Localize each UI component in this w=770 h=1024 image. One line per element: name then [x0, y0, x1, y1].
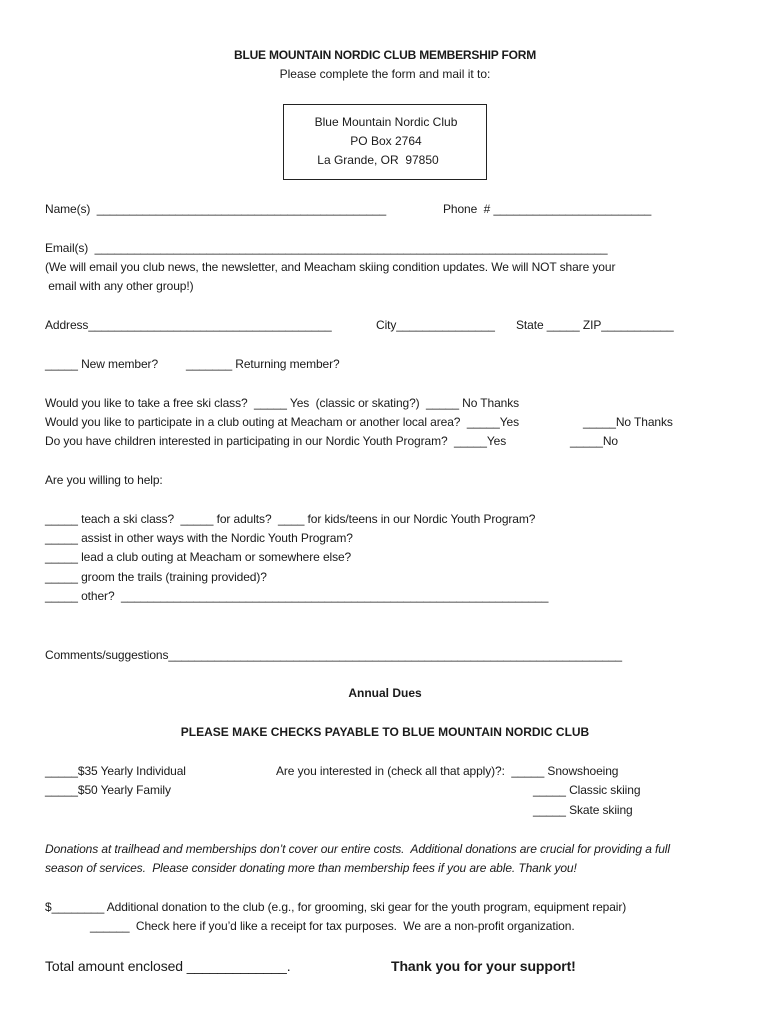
help-item-assist[interactable]: _____ assist in other ways with the Nordic Youth Program? [45, 531, 353, 545]
phone-field[interactable]: Phone # ________________________ [443, 202, 652, 216]
donation-note-line1: Donations at trailhead and memberships don’t cover our entire costs. Additional donations are crucial for providing a full [45, 842, 670, 856]
help-item-lead[interactable]: _____ lead a club outing at Meacham or somewhere else? [45, 550, 352, 564]
outing-question[interactable]: Would you like to participate in a club outing at Meacham or another local area? _____Yes [45, 415, 519, 429]
city-field[interactable]: City_______________ [376, 318, 495, 332]
address-line-pobox: PO Box 2764 [350, 134, 422, 148]
checks-payable-notice: PLEASE MAKE CHECKS PAYABLE TO BLUE MOUNTAIN NORDIC CLUB [180, 725, 590, 739]
outing-no-option[interactable]: _____No Thanks [583, 415, 673, 429]
state-zip-field[interactable]: State _____ ZIP___________ [516, 318, 674, 332]
youth-no-option[interactable]: _____No [570, 434, 619, 448]
names-field[interactable]: Name(s) ____________________________________________ [45, 202, 387, 216]
help-heading: Are you willing to help: [45, 473, 163, 487]
thank-you-message: Thank you for your support! [391, 958, 576, 974]
total-amount-field[interactable]: Total amount enclosed _____________. [45, 958, 291, 974]
help-item-groom[interactable]: _____ groom the trails (training provided)? [45, 570, 267, 584]
donation-note-line2: season of services. Please consider donating more than membership fees if you are able. Thank you! [45, 861, 577, 875]
address-line-name: Blue Mountain Nordic Club [314, 115, 458, 129]
annual-dues-heading: Annual Dues [348, 686, 422, 700]
address-field[interactable]: Address_____________________________________ [45, 318, 332, 332]
help-item-teach[interactable]: _____ teach a ski class? _____ for adults? ____ for kids/teens in our Nordic Youth Program? [45, 512, 536, 526]
interest-snowshoeing[interactable]: Are you interested in (check all that apply)?: _____ Snowshoeing [276, 764, 619, 778]
new-member-checkbox[interactable]: _____ New member? [45, 357, 159, 371]
mail-instruction: Please complete the form and mail it to: [279, 67, 491, 81]
individual-dues-option[interactable]: _____$35 Yearly Individual [45, 764, 186, 778]
youth-program-question[interactable]: Do you have children interested in participating in our Nordic Youth Program? _____Yes [45, 434, 507, 448]
form-title: BLUE MOUNTAIN NORDIC CLUB MEMBERSHIP FORM [233, 48, 536, 62]
email-note-line2: email with any other group!) [45, 279, 194, 293]
mailing-address-box [283, 104, 487, 180]
interest-classic-skiing[interactable]: _____ Classic skiing [533, 783, 641, 797]
ski-class-question[interactable]: Would you like to take a free ski class? _____ Yes (classic or skating?) _____ No Thanks [45, 396, 520, 410]
comments-field[interactable]: Comments/suggestions_____________________________________________________________________ [45, 648, 622, 662]
help-item-other[interactable]: _____ other? _________________________________________________________________ [45, 589, 549, 603]
returning-member-checkbox[interactable]: _______ Returning member? [186, 357, 340, 371]
tax-receipt-checkbox[interactable]: ______ Check here if you’d like a receipt for tax purposes. We are a non-profit organization. [90, 919, 575, 933]
email-field[interactable]: Email(s) ______________________________________________________________________________ [45, 241, 608, 255]
additional-donation-field[interactable]: $________ Additional donation to the club (e.g., for grooming, ski gear for the youth program, equipment repair) [45, 900, 627, 914]
family-dues-option[interactable]: _____$50 Yearly Family [45, 783, 171, 797]
interest-skate-skiing[interactable]: _____ Skate skiing [533, 803, 633, 817]
address-line-city: La Grande, OR 97850 [317, 153, 439, 167]
email-note-line1: (We will email you club news, the newsletter, and Meacham skiing condition updates. We will NOT share your [45, 260, 616, 274]
